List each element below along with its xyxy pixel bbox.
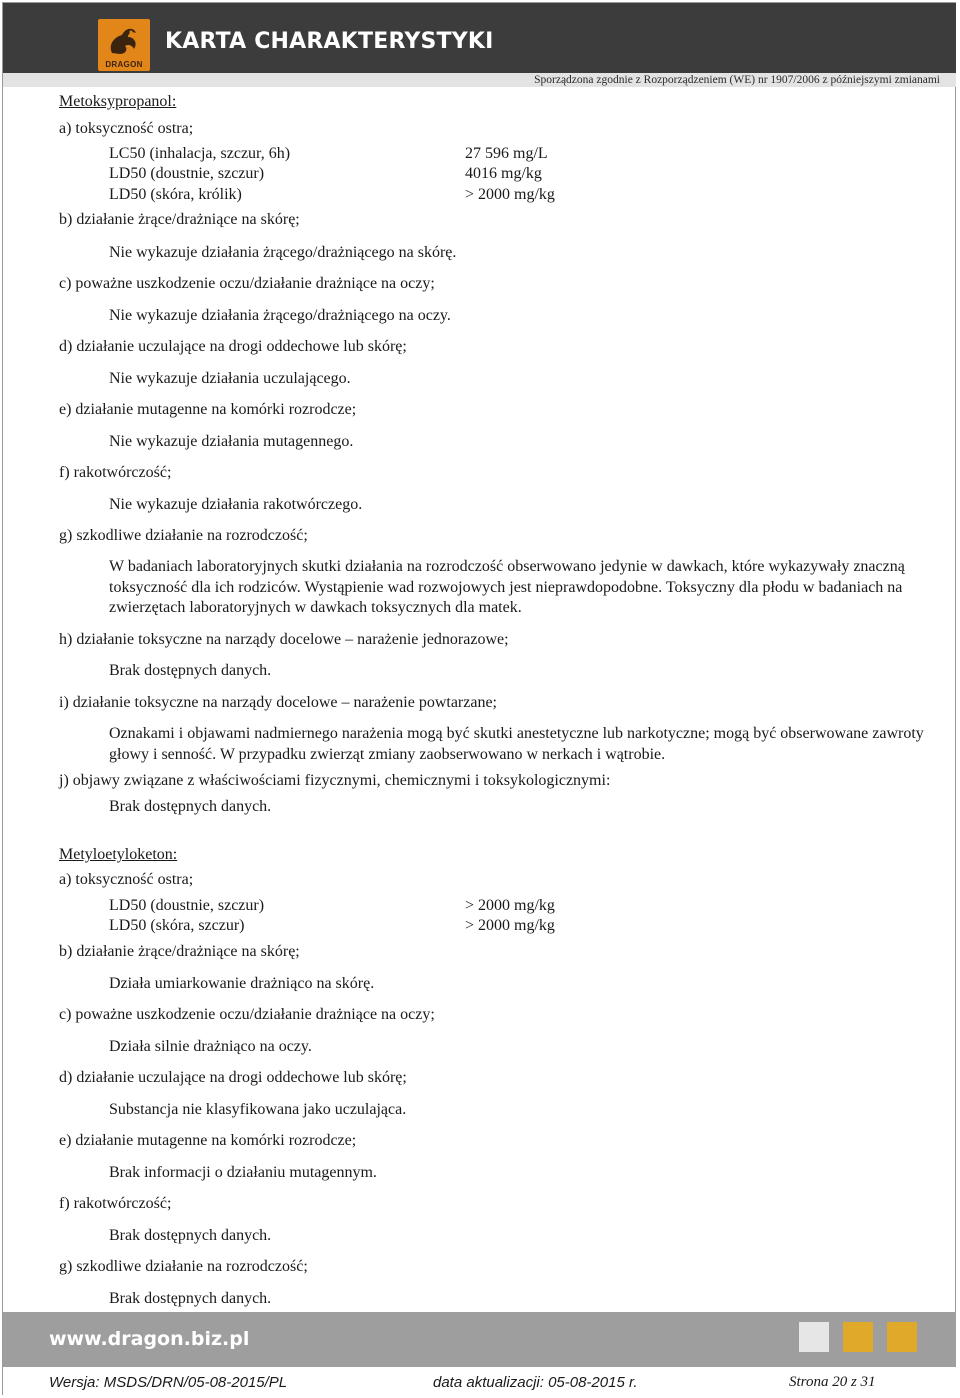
item-label: d) działanie uczulające na drogi oddechowe lub skórę;: [59, 1069, 407, 1086]
item-text: Działa silnie drażniąco na oczy.: [109, 1038, 312, 1055]
decor-square-gold: [887, 1322, 917, 1352]
dragon-icon: [98, 19, 150, 61]
tox-value: > 2000 mg/kg: [465, 917, 555, 934]
item-label: i) działanie toksyczne na narządy docelowe – narażenie powtarzane;: [59, 694, 497, 711]
item-paragraph: W badaniach laboratoryjnych skutki działania na rozrodczość obserwowano jedynie w dawkach, które wykazywały znaczną toksyczność dla ich rodziców. Wystąpienie wad rozwojowych jest nieprawdopodobne. Toksyczny dla płodu w badaniach na zwierzętach laboratoryjnych w dawkach toksycznych dla matek.: [109, 558, 905, 616]
tox-value: > 2000 mg/kg: [465, 897, 555, 914]
tox-value: > 2000 mg/kg: [465, 186, 555, 203]
tox-value: 4016 mg/kg: [465, 165, 542, 182]
item-label: b) działanie żrące/drażniące na skórę;: [59, 943, 300, 960]
subheader-bar: [3, 73, 956, 87]
item-label: g) szkodliwe działanie na rozrodczość;: [59, 527, 308, 544]
item-text: Brak dostępnych danych.: [109, 798, 272, 815]
item-text: Brak dostępnych danych.: [109, 1290, 272, 1307]
item-label: h) działanie toksyczne na narządy docelowe – narażenie jednorazowe;: [59, 631, 509, 648]
item-text: Nie wykazuje działania uczulającego.: [109, 370, 351, 387]
item-label: j) objawy związane z właściwościami fizycznymi, chemicznymi i toksykologicznymi:: [59, 772, 611, 789]
item-text: Brak dostępnych danych.: [109, 1227, 272, 1244]
item-label: f) rakotwórczość;: [59, 1195, 172, 1212]
item-text: Nie wykazuje działania żrącego/drażniącego na skórę.: [109, 244, 457, 261]
item-text: Brak informacji o działaniu mutagennym.: [109, 1164, 377, 1181]
tox-value: 27 596 mg/L: [465, 145, 548, 162]
document-title: KARTA CHARAKTERYSTYKI: [165, 29, 494, 54]
item-label: a) toksyczność ostra;: [59, 120, 194, 137]
page-number: Strona 20 z 31: [789, 1374, 876, 1390]
footer-bar: [3, 1312, 956, 1367]
decor-square-light: [799, 1322, 829, 1352]
substance-name: Metyloetyloketon:: [59, 846, 178, 863]
item-text: Nie wykazuje działania żrącego/drażniącego na oczy.: [109, 307, 451, 324]
update-date: data aktualizacji: 05-08-2015 r.: [433, 1374, 638, 1391]
item-label: e) działanie mutagenne na komórki rozrodcze;: [59, 401, 357, 418]
header-bar: [3, 3, 956, 73]
item-label: b) działanie żrące/drażniące na skórę;: [59, 211, 300, 228]
version-label: Wersja: MSDS/DRN/05-08-2015/PL: [49, 1374, 288, 1391]
decor-square-gold: [843, 1322, 873, 1352]
item-label: c) poważne uszkodzenie oczu/działanie drażniące na oczy;: [59, 275, 435, 292]
regulation-note: Sporządzona zgodnie z Rozporządzeniem (WE) nr 1907/2006 z późniejszymi zmianami: [534, 74, 940, 86]
tox-test: LD50 (doustnie, szczur): [109, 165, 265, 182]
tox-test: LC50 (inhalacja, szczur, 6h): [109, 145, 291, 162]
item-label: f) rakotwórczość;: [59, 464, 172, 481]
item-text: Nie wykazuje działania mutagennego.: [109, 433, 354, 450]
item-label: a) toksyczność ostra;: [59, 871, 194, 888]
item-text: Nie wykazuje działania rakotwórczego.: [109, 496, 363, 513]
tox-test: LD50 (skóra, szczur): [109, 917, 245, 934]
dragon-logo: [98, 19, 150, 71]
item-label: c) poważne uszkodzenie oczu/działanie drażniące na oczy;: [59, 1006, 435, 1023]
item-label: g) szkodliwe działanie na rozrodczość;: [59, 1258, 308, 1275]
item-paragraph: Oznakami i objawami nadmiernego narażenia mogą być skutki anestetyczne lub narkotyczne; mogą być obserwowane zawroty głowy i senność. W przypadku zwierząt zmiany zaobserwowano w nerkach i wątrobie.: [109, 725, 924, 763]
item-text: Brak dostępnych danych.: [109, 662, 272, 679]
item-text: Substancja nie klasyfikowana jako uczulająca.: [109, 1101, 407, 1118]
tox-test: LD50 (doustnie, szczur): [109, 897, 265, 914]
logo-text: DRAGON: [105, 60, 143, 69]
tox-test: LD50 (skóra, królik): [109, 186, 242, 203]
website-link[interactable]: www.dragon.biz.pl: [49, 1328, 250, 1350]
item-label: e) działanie mutagenne na komórki rozrodcze;: [59, 1132, 357, 1149]
item-text: Działa umiarkowanie drażniąco na skórę.: [109, 975, 375, 992]
item-label: d) działanie uczulające na drogi oddechowe lub skórę;: [59, 338, 407, 355]
substance-name: Metoksypropanol:: [59, 93, 177, 110]
